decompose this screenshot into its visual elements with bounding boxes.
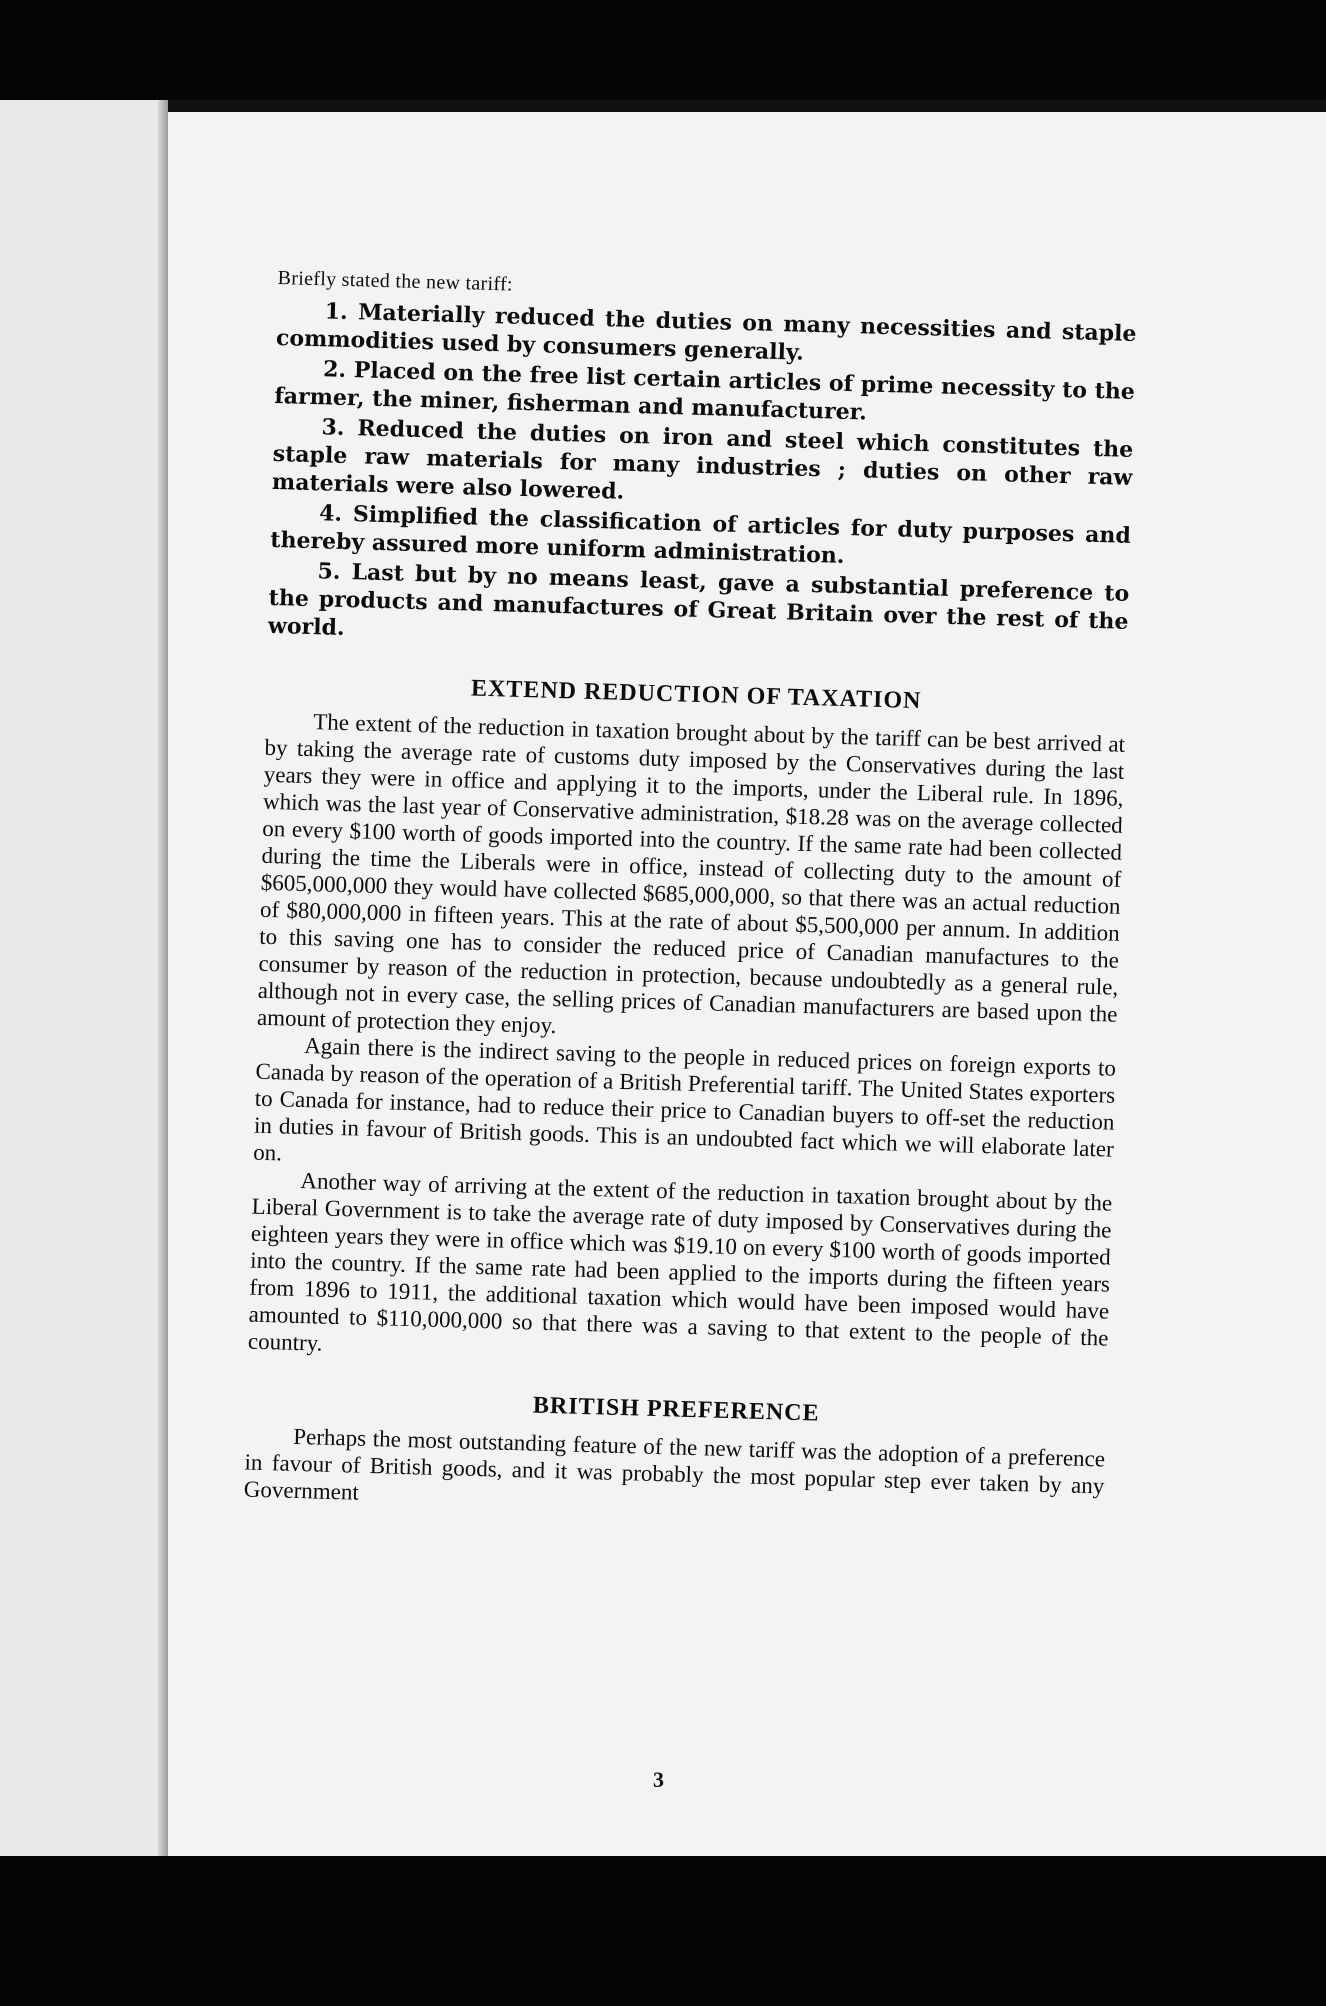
facing-page-edge [0,100,168,1870]
intro-line: Briefly stated the new tariff: [277,267,514,296]
scan-bottom-border [0,1856,1326,2006]
point-4: 4. Simplified the classification of articles for duty purposes and thereby assured more uniform administration. [270,500,1132,569]
page-text-block [243,267,1137,1527]
point-2: 2. Placed on the free list certain articles of prime necessity to the farmer, the miner, fisherman and manufacturer. [274,356,1136,426]
paragraph-preference-1: Perhaps the most outstanding feature of the new tariff was the adoption of a preference in favour of British goods, and it was probably the most popular step ever taken by any Government [243,1423,1106,1505]
spine-shadow [158,100,168,1870]
section-heading-preference: BRITISH PREFERENCE [532,1392,820,1427]
scan-top-border [0,0,1326,100]
section-heading-taxation: EXTEND REDUCTION OF TAXATION [470,675,922,715]
paragraph-taxation-1: The extent of the reduction in taxation brought about by the tariff can be best arrived at by taking the average rate of customs duty imposed by the Conservatives during the last years they were in office and applying it to the imports, under the Liberal rule. In 1896, which was the last year of Conservative administration, $18.28 was on the average collected on every $100 worth of goods imported into the country. If the same rate had been collected during the time the Liberals were in office, instead of collecting duty to the amount of $605,000,000 they would have collected $685,000,000, so that there was an actual reduction of $80,000,000 in fifteen years. This at the rate of about $5,500,000 per annum. In addition to this saving one has to consider the reduced price of Canadian manufactures to the consumer by reason of the reduction in protection, because undoubtedly as a general rule, although not in every case, the selling prices of Canadian manufacturers are based upon the amount of protection they enjoy. [256,709,1126,1039]
document-page [168,112,1326,1868]
paragraph-taxation-2: Again there is the indirect saving to the people in reduced prices on foreign exports to Canada by reason of the operation of a British Preferential tariff. The United States exporters to Canada for instance, had to reduce their price to Canadian buyers to off-set the reduction in duties in favour of British goods. This is an undoubted fact which we will elaborate later on. [252,1033,1117,1166]
paragraph-taxation-3: Another way of arriving at the extent of the reduction in taxation brought about by the Liberal Government is to take the average rate of duty imposed by Conservatives during the eighteen years they were in office which was $19.10 on every $100 worth of goods imported into the country. If the same rate had been applied to the imports during the fifteen years from 1896 to 1911, the additional taxation which would have been imposed would have amounted to $110,000,000 so that there was a saving to that extent to the people of the country. [247,1167,1113,1356]
page-number: 3 [653,1767,664,1792]
point-3: 3. Reduced the duties on iron and steel which constitutes the staple raw materials for many industries ; duties on other raw materials were also lowered. [271,414,1134,505]
point-5: 5. Last but by no means least, gave a substantial preference to the products and manufactures of Great Britain over the rest of the world. [267,558,1130,641]
point-1: 1. Materially reduced the duties on many necessities and staple commodities used by consumers generally. [275,298,1137,366]
